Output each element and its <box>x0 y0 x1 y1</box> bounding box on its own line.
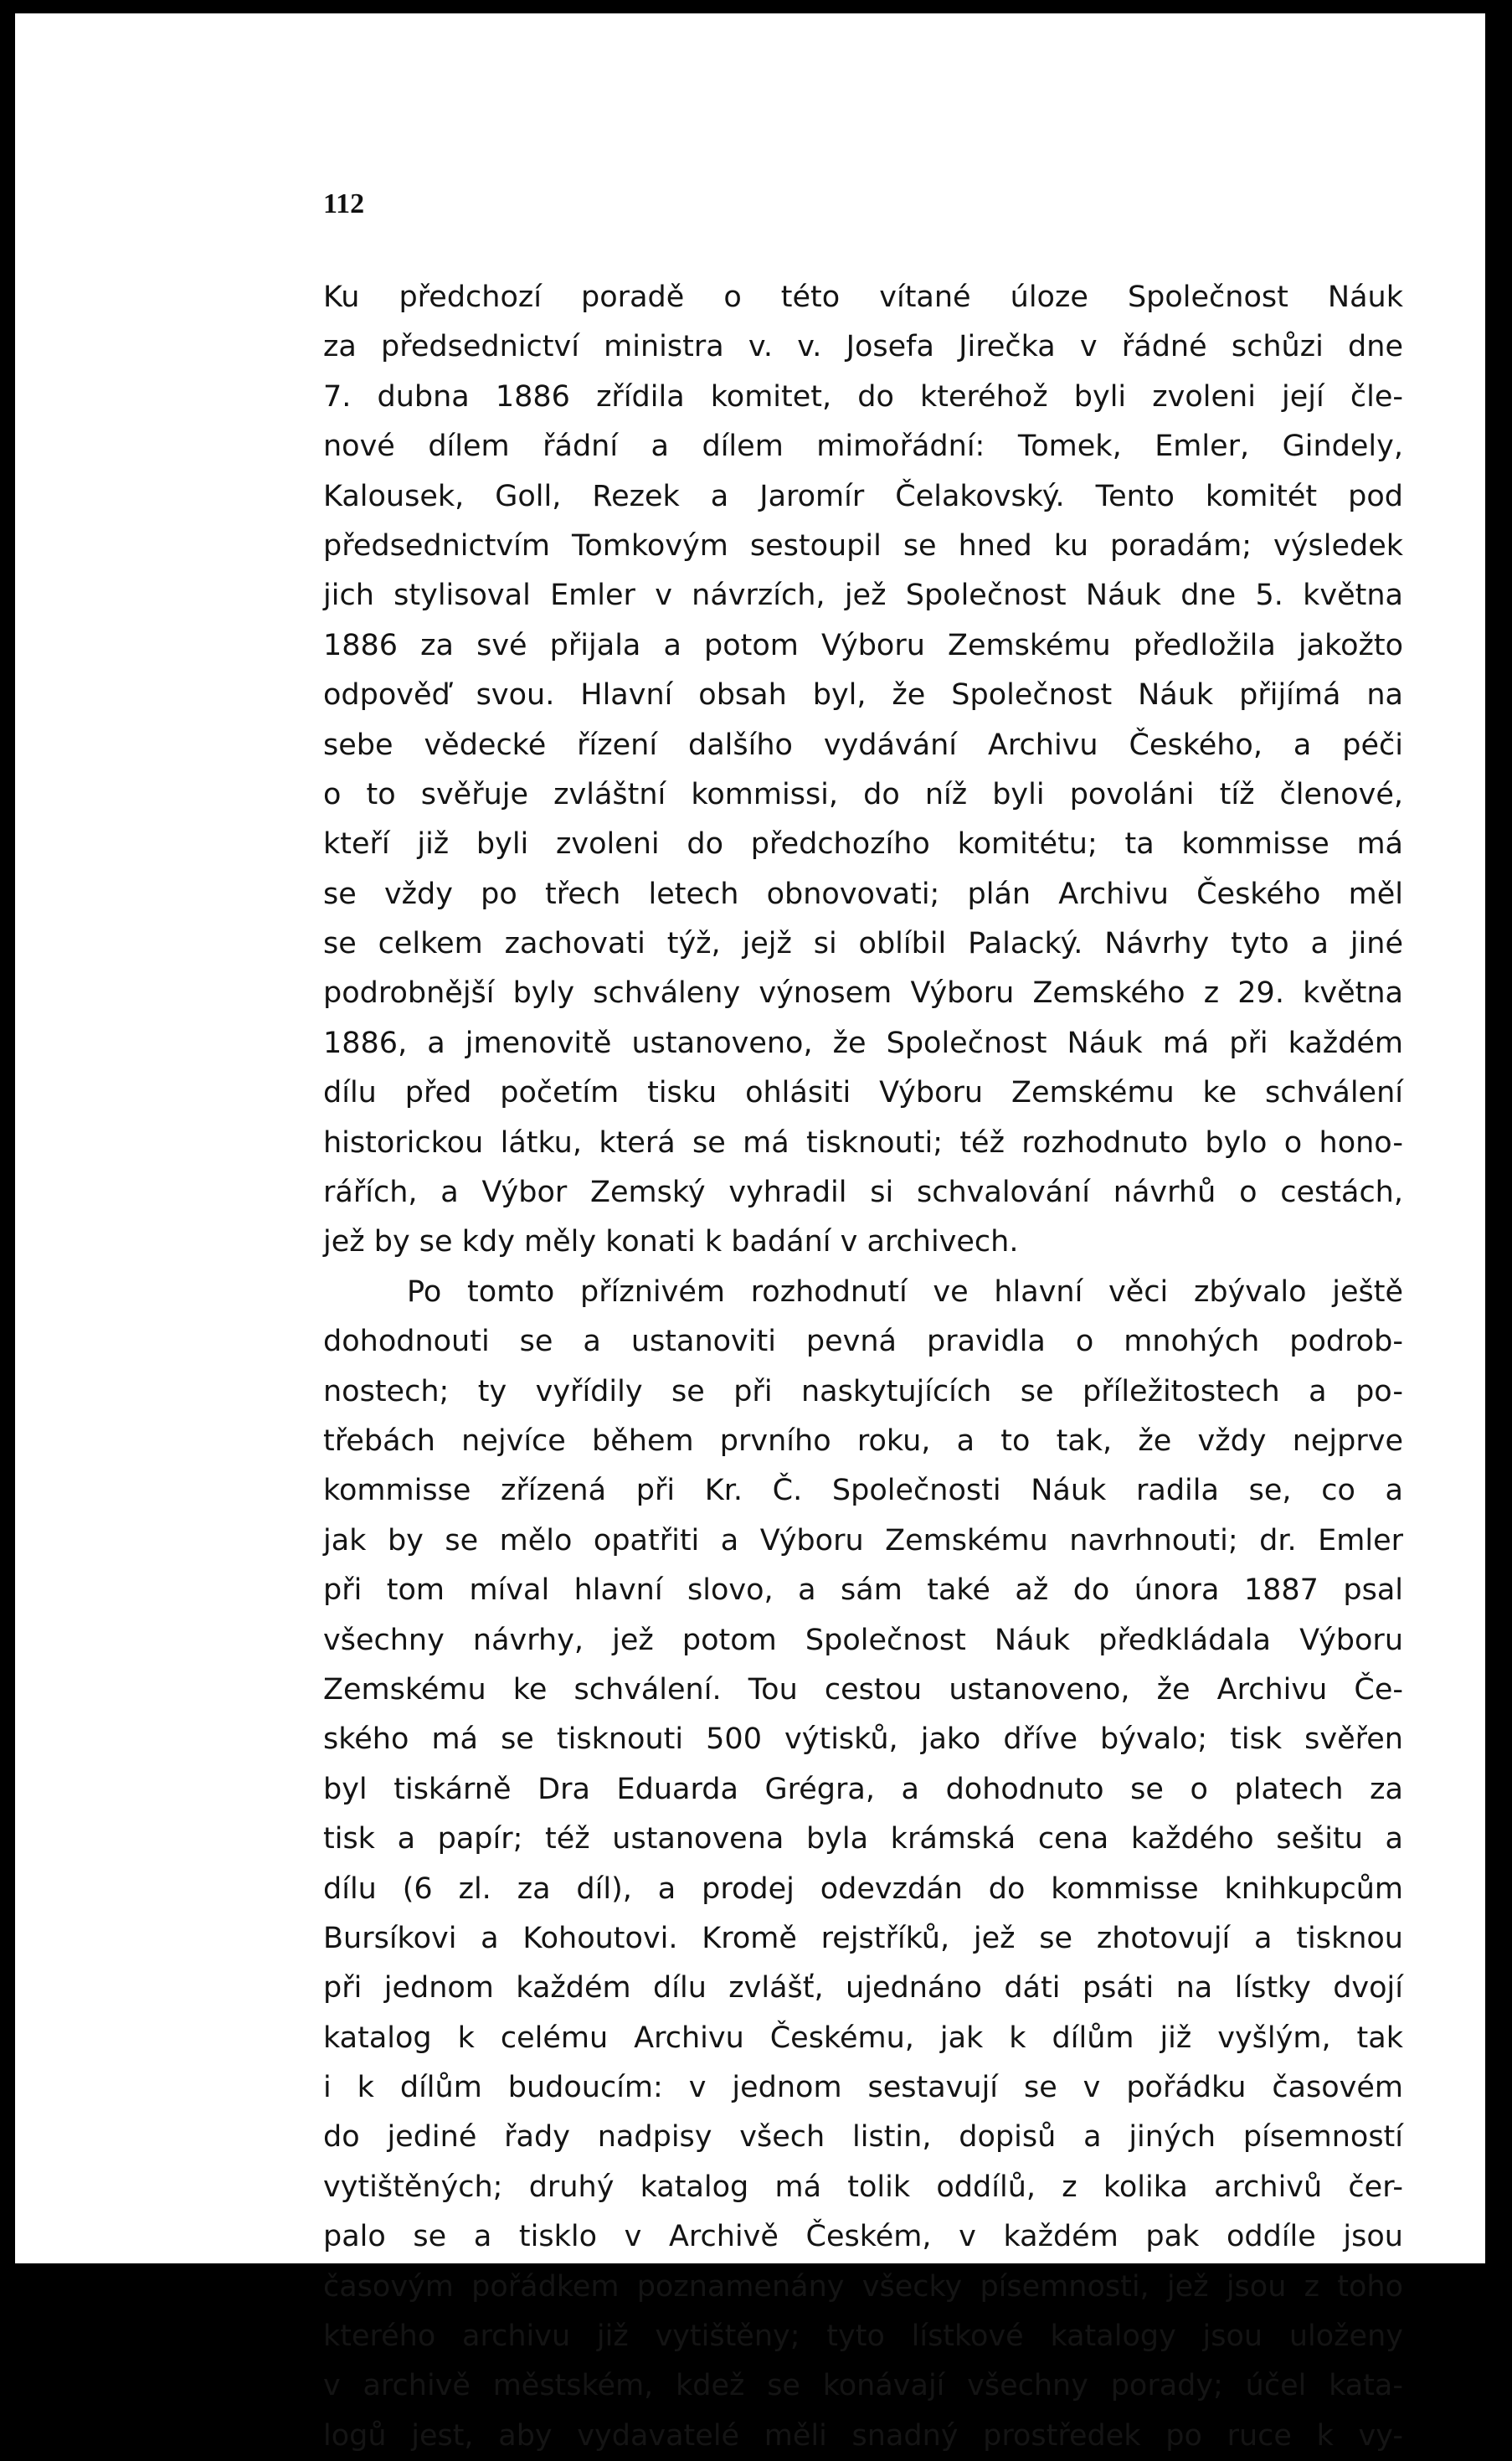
document-page <box>15 13 1485 2453</box>
text-line: dílu před početím tisku ohlásiti Výboru Zemskému ke schválení <box>323 1076 1403 1110</box>
text-line: sebe vědecké řízení dalšího vydávání Archivu Českého, a péči <box>323 728 1403 762</box>
text-line: 1886 za své přijala a potom Výboru Zemskému předložila jakožto <box>323 628 1403 662</box>
text-line: odpověď svou. Hlavní obsah byl, že Společnost Náuk přijímá na <box>323 678 1403 713</box>
text-line: palo se a tisklo v Archivě Českém, v každém pak oddíle jsou <box>323 2220 1403 2254</box>
text-line: Ku předchozí poradě o této vítané úloze Společnost Náuk <box>323 281 1403 314</box>
text-line: třebách nejvíce během prvního roku, a to tak, že vždy nejprve <box>323 1424 1403 1458</box>
text-line: jak by se mělo opatřiti a Výboru Zemskému navrhnouti; dr. Emler <box>323 1523 1403 1557</box>
text-line: historickou látku, která se má tisknouti; též rozhodnuto bylo o hono- <box>323 1125 1403 1160</box>
text-line: nostech; ty vyřídily se při naskytujících se příležitostech a po- <box>323 1374 1403 1408</box>
text-line: se vždy po třech letech obnovovati; plán Archivu Českého měl <box>323 877 1403 911</box>
text-line: dohodnouti se a ustanoviti pevná pravidla o mnohých podrob- <box>323 1325 1403 1359</box>
text-line: nové dílem řádní a dílem mimořádní: Tomek, Emler, Gindely, <box>323 430 1403 464</box>
text-line: časovým pořádkem poznamenány všecky písemnosti, jež jsou z toho <box>323 2269 1403 2304</box>
paragraph <box>323 273 1403 1268</box>
text-line: jich stylisoval Emler v návrzích, jež Společnost Náuk dne 5. května <box>323 579 1403 613</box>
text-line: za předsednictví ministra v. v. Josefa Jirečka v řádné schůzi dne <box>323 330 1403 364</box>
text-line: v archivě městském, kdež se konávají všechny porady; účel kata- <box>323 2369 1403 2403</box>
text-line: Zemskému ke schválení. Tou cestou ustanoveno, že Archivu Če- <box>323 1672 1403 1707</box>
text-line: logů jest, aby vydavatelé měli snadný prostředek po ruce k vy- <box>323 2418 1403 2453</box>
text-line: všechny návrhy, jež potom Společnost Náuk předkládala Výboru <box>323 1623 1403 1657</box>
text-line: kterého archivu již vytištěny; tyto lístkové katalogy jsou uloženy <box>323 2319 1403 2354</box>
text-line: Po tomto příznivém rozhodnutí ve hlavní věci zbývalo ještě <box>407 1274 1403 1309</box>
text-line: 1886, a jmenovitě ustanoveno, že Společnost Náuk má při každém <box>323 1026 1403 1060</box>
text-line: předsednictvím Tomkovým sestoupil se hned ku poradám; výsledek <box>323 528 1403 563</box>
page-number: 112 <box>323 188 365 219</box>
text-line: jež by se kdy měly konati k badání v archivech. <box>323 1225 1019 1259</box>
text-line: do jediné řady nadpisy všech listin, dopisů a jiných písemností <box>323 2120 1403 2155</box>
body-text <box>323 273 1403 2461</box>
text-line: Bursíkovi a Kohoutovi. Kromě rejstříků, jež se zhotovují a tisknou <box>323 1921 1403 1955</box>
text-line: při jednom každém dílu zvlášť, ujednáno dáti psáti na lístky dvojí <box>323 1971 1403 2005</box>
paragraph <box>323 1268 1403 2461</box>
text-line: vytištěných; druhý katalog má tolik oddílů, z kolika archivů čer- <box>323 2170 1403 2204</box>
text-line: katalog k celému Archivu Českému, jak k dílům již vyšlým, tak <box>323 2021 1403 2055</box>
text-line: rářích, a Výbor Zemský vyhradil si schvalování návrhů o cestách, <box>323 1176 1403 1210</box>
text-line: byl tiskárně Dra Eduarda Grégra, a dohodnuto se o platech za <box>323 1772 1403 1806</box>
text-line: podrobnější byly schváleny výnosem Výboru Zemského z 29. května <box>323 976 1403 1011</box>
text-line: dílu (6 zl. za díl), a prodej odevzdán do kommisse knihkupcům <box>323 1871 1403 1906</box>
text-line: kommisse zřízená při Kr. Č. Společnosti Náuk radila se, co a <box>323 1474 1403 1508</box>
text-line: se celkem zachovati týž, jejž si oblíbil Palacký. Návrhy tyto a jiné <box>323 927 1403 961</box>
text-line: 7. dubna 1886 zřídila komitet, do kteréhož byli zvoleni její čle- <box>323 379 1403 414</box>
text-line: ského má se tisknouti 500 výtisků, jako dříve bývalo; tisk svěřen <box>323 1722 1403 1757</box>
text-line: i k dílům budoucím: v jednom sestavují se v pořádku časovém <box>323 2071 1403 2105</box>
text-line: kteří již byli zvoleni do předchozího komitétu; ta kommisse má <box>323 827 1403 862</box>
text-line: při tom míval hlavní slovo, a sám také až do února 1887 psal <box>323 1573 1403 1608</box>
text-line: tisk a papír; též ustanovena byla krámská cena každého sešitu a <box>323 1822 1403 1856</box>
text-line: Kalousek, Goll, Rezek a Jaromír Čelakovský. Tento komitét pod <box>323 479 1403 513</box>
text-line: o to svěřuje zvláštní kommissi, do níž byli povoláni tíž členové, <box>323 777 1403 811</box>
